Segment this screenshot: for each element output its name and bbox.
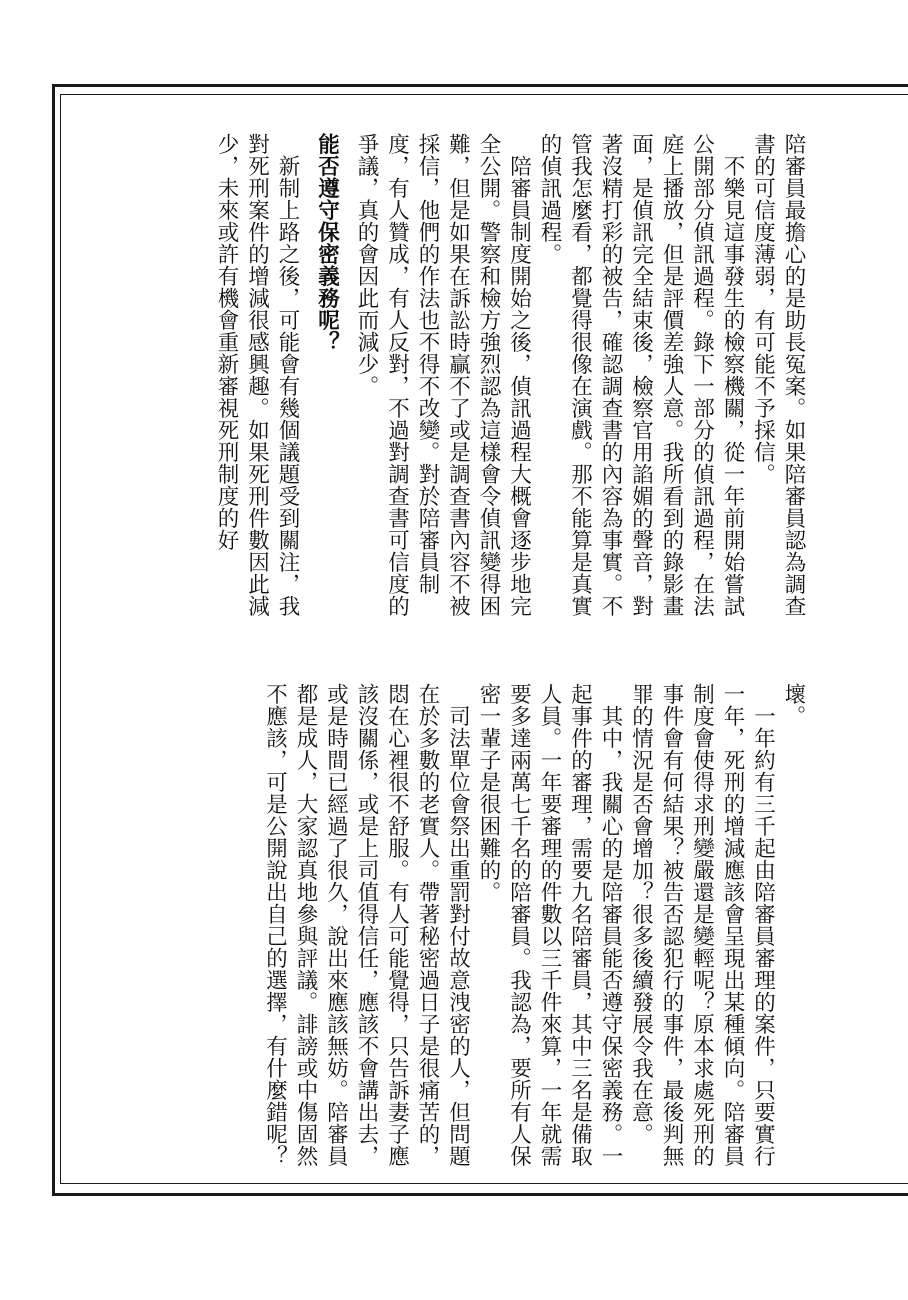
text-block-bottom xyxy=(108,683,808,1183)
paragraph: 陪審員最擔心的是助長冤案。如果陪審員認為調查書的可信度薄弱，有可能不予採信。 xyxy=(750,133,806,617)
paragraph: 壞。 xyxy=(781,683,806,727)
paragraph: 其中，我關心的是陪審員能否遵守保密義務。一起事件的審理，需要九名陪審員，其中三名是備取人員。一年要審理的件數以三千件來算，一年就需要多達兩萬七千名的陪審員。我認為，要所有人保密一輩子是很困難的。 xyxy=(476,683,623,1167)
paragraph: 陪審員制度開始之後，偵訊過程大概會逐步地完全公開。警察和檢方強烈認為這樣會令偵訊變得困難，但是如果在訴訟時贏不了或是調查書內容不被採信，他們的作法也不得不改變。對於陪審員制度，有人贊成，有人反對，不過對調查書可信度的爭議，真的會因此而減少。 xyxy=(354,133,532,617)
section-heading: 能否遵守保密義務呢？ xyxy=(314,133,340,353)
paragraph: 司法單位會祭出重罰對付故意洩密的人，但問題在於多數的老實人。帶著秘密過日子是很痛苦的，悶在心裡很不舒服。有人可能覺得，只告訴妻子應該沒關係，或是上司值得信任，應該不會講出去，或是時間已經過了很久，說出來應該無妨。陪審員都是成人，大家認真地參與評議。誹謗或中傷固然不應該，可是公開說出自己的選擇，有什麼錯呢？ xyxy=(262,683,471,1167)
paragraph: 新制上路之後，可能會有幾個議題受到關注，我對死刑案件的增減很感興趣。如果死刑件數因此減少，未來或許有機會重新審視死刑制度的好 xyxy=(214,133,300,617)
text-block-top xyxy=(108,133,808,633)
paragraph: 一年約有三千起由陪審員審理的案件，只要實行一年，死刑的增減應該會呈現出某種傾向。陪審員制度會使得求刑變嚴還是變輕呢？原本求處死刑的事件會有何結果？被告否認犯行的事件，最後判無罪的情況是否會增加？很多後續發展令我在意。 xyxy=(628,683,776,1167)
paragraph: 不樂見這事發生的檢察機關，從一年前開始嘗試公開部分偵訊過程。錄下一部分的偵訊過程，在法庭上播放，但是評價差強人意。我所看到的錄影畫面，是偵訊完全結束後，檢察官用諂媚的聲音，對著沒精打彩的被告，確認調查書的內容為事實。不管我怎麼看，都覺得很像在演戲。那不能算是真實的偵訊過程。 xyxy=(537,133,745,617)
